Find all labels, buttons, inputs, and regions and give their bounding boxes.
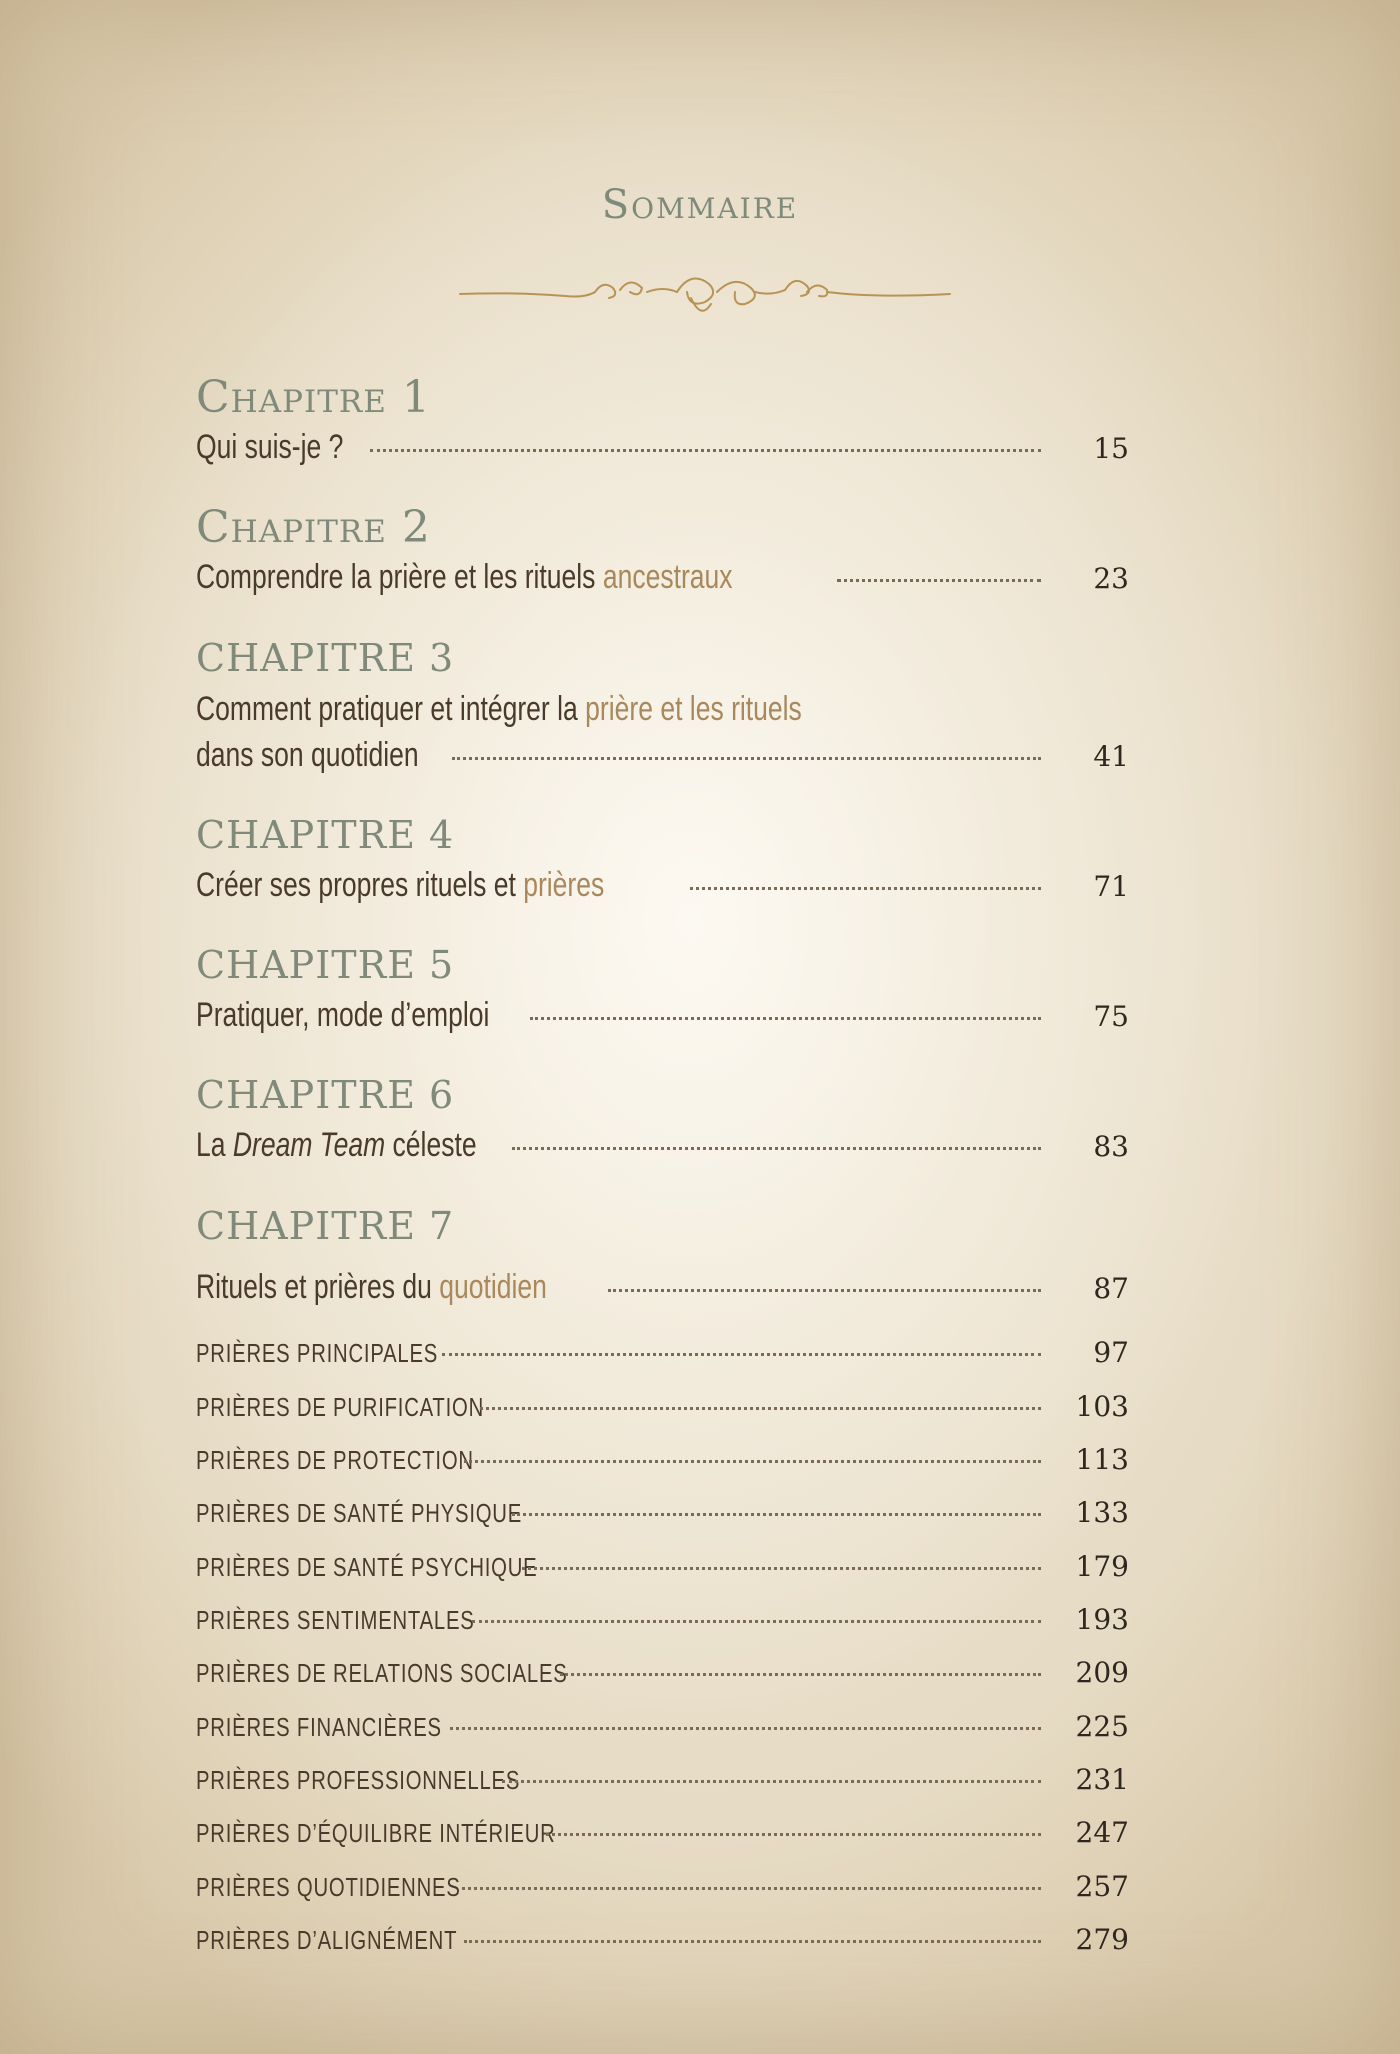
entry-label: PRIÈRES DE PURIFICATION — [196, 1392, 485, 1422]
toc-sub-entry[interactable] — [196, 1496, 1129, 1529]
page-number: 71 — [1093, 870, 1129, 903]
chapter-heading: Chapitre 1 — [196, 372, 431, 423]
page-number: 179 — [1075, 1550, 1129, 1583]
dot-leader — [452, 757, 1041, 760]
page-number: 279 — [1075, 1923, 1129, 1956]
page-number: 193 — [1075, 1603, 1129, 1636]
toc-sub-entry[interactable] — [196, 1656, 1129, 1689]
page-number: 83 — [1093, 1130, 1129, 1163]
entry-label: dans son quotidien — [196, 736, 419, 774]
chapter-heading: CHAPITRE 7 — [196, 1204, 455, 1248]
page-number: 41 — [1093, 740, 1129, 773]
toc-entry[interactable] — [196, 866, 1129, 905]
page-number: 23 — [1093, 562, 1129, 595]
page-number: 209 — [1075, 1656, 1129, 1689]
dot-leader — [472, 1620, 1041, 1623]
page-number: 103 — [1075, 1390, 1129, 1423]
toc-sub-entry[interactable] — [196, 1336, 1129, 1369]
entry-label: PRIÈRES DE SANTÉ PSYCHIQUE — [196, 1552, 538, 1582]
page-number: 225 — [1075, 1710, 1129, 1743]
page-number: 133 — [1075, 1496, 1129, 1529]
toc-entry[interactable] — [196, 1268, 1129, 1307]
toc-entry[interactable] — [196, 428, 1129, 467]
dot-leader — [370, 449, 1041, 452]
dot-leader — [560, 1673, 1041, 1676]
dot-leader — [546, 1833, 1041, 1836]
toc-entry[interactable] — [196, 736, 1129, 775]
toc-sub-entry[interactable] — [196, 1710, 1129, 1743]
entry-label: La Dream Team céleste — [196, 1126, 477, 1164]
toc-entry[interactable] — [196, 1126, 1129, 1165]
dot-leader — [690, 887, 1041, 890]
toc-sub-entry[interactable] — [196, 1390, 1129, 1423]
entry-label: PRIÈRES D’ÉQUILIBRE INTÉRIEUR — [196, 1818, 556, 1848]
toc-sub-entry[interactable] — [196, 1923, 1129, 1956]
entry-label: PRIÈRES FINANCIÈRES — [196, 1712, 442, 1742]
page-number: 87 — [1093, 1272, 1129, 1305]
entry-label: Pratiquer, mode d’emploi — [196, 996, 490, 1034]
dot-leader — [837, 579, 1041, 582]
chapter-heading: CHAPITRE 5 — [196, 943, 455, 987]
entry-label: PRIÈRES DE PROTECTION — [196, 1445, 474, 1475]
toc-entry[interactable] — [196, 558, 1129, 597]
toc-sub-entry[interactable] — [196, 1763, 1129, 1796]
entry-label: Comprendre la prière et les rituels ancestraux — [196, 558, 733, 596]
toc-sub-entry[interactable] — [196, 1870, 1129, 1903]
entry-label: PRIÈRES PRINCIPALES — [196, 1338, 439, 1368]
entry-label: PRIÈRES DE RELATIONS SOCIALES — [196, 1658, 568, 1688]
entry-label: PRIÈRES PROFESSIONNELLES — [196, 1765, 521, 1795]
chapter-heading: CHAPITRE 6 — [196, 1073, 455, 1117]
page-number: 113 — [1075, 1443, 1129, 1476]
entry-label: PRIÈRES D’ALIGNÉMENT — [196, 1925, 458, 1955]
entry-label: Rituels et prières du quotidien — [196, 1268, 547, 1306]
page-number: 257 — [1075, 1870, 1129, 1903]
entry-label: Qui suis-je ? — [196, 428, 344, 466]
toc-sub-entry[interactable] — [196, 1603, 1129, 1636]
chapter-heading: Chapitre 2 — [196, 502, 431, 553]
toc-sub-entry[interactable] — [196, 1443, 1129, 1476]
dot-leader — [462, 1887, 1041, 1890]
dot-leader — [450, 1727, 1041, 1730]
dot-leader — [608, 1289, 1041, 1292]
page-number: 97 — [1093, 1336, 1129, 1369]
entry-label: PRIÈRES DE SANTÉ PHYSIQUE — [196, 1498, 523, 1528]
dot-leader — [502, 1780, 1041, 1783]
dot-leader — [512, 1513, 1041, 1516]
dot-leader — [512, 1147, 1041, 1150]
entry-label-line: Comment pratiquer et intégrer la prière et les rituels — [196, 690, 802, 728]
dot-leader — [442, 1353, 1041, 1356]
entry-label: PRIÈRES QUOTIDIENNES — [196, 1872, 461, 1902]
dot-leader — [522, 1567, 1041, 1570]
dot-leader — [464, 1460, 1041, 1463]
toc-sub-entry[interactable] — [196, 1550, 1129, 1583]
page-title: Sommaire — [601, 182, 799, 228]
page-number: 231 — [1075, 1763, 1129, 1796]
toc-sub-entry[interactable] — [196, 1816, 1129, 1849]
page-number: 75 — [1093, 1000, 1129, 1033]
entry-label: PRIÈRES SENTIMENTALES — [196, 1605, 475, 1635]
entry-label: Créer ses propres rituels et prières — [196, 866, 605, 904]
dot-leader — [464, 1940, 1041, 1943]
page-number: 247 — [1075, 1816, 1129, 1849]
dot-leader — [480, 1407, 1041, 1410]
chapter-heading: CHAPITRE 3 — [196, 636, 455, 680]
page-number: 15 — [1093, 432, 1129, 465]
dot-leader — [530, 1017, 1041, 1020]
toc-entry[interactable] — [196, 996, 1129, 1035]
chapter-heading: CHAPITRE 4 — [196, 813, 455, 857]
